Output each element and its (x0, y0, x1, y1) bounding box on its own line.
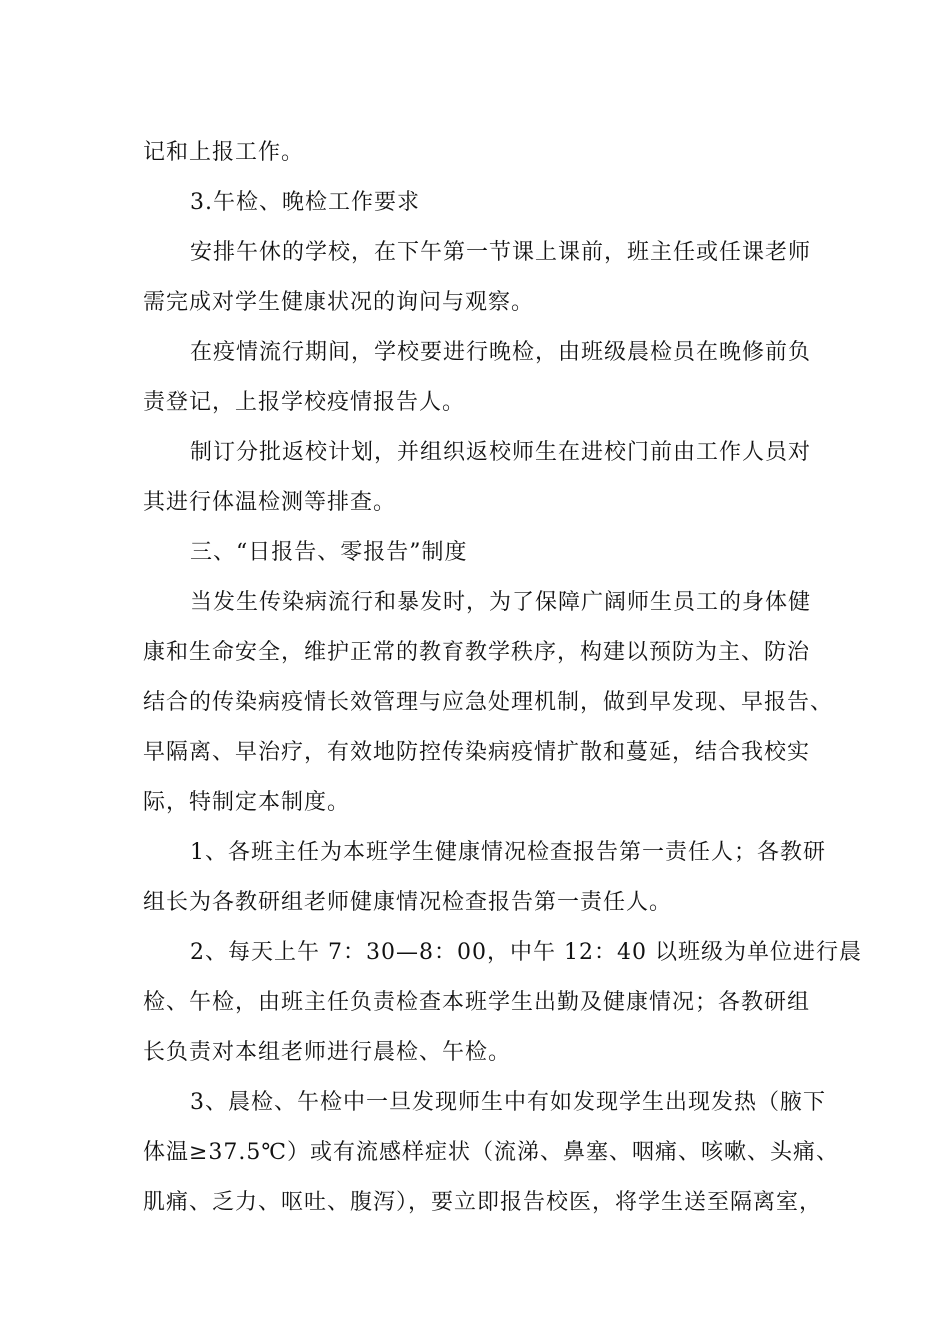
text-line-10: 当发生传染病流行和暴发时，为了保障广阔师生员工的身体健 (190, 590, 812, 615)
text-line-1: 记和上报工作。 (143, 140, 305, 165)
text-line-21: 体温≥37.5℃）或有流感样症状（流涕、鼻塞、咽痛、咳嗽、头痛、 (143, 1140, 840, 1165)
text-line-3: 安排午休的学校，在下午第一节课上课前，班主任或任课老师 (190, 240, 812, 265)
text-line-22: 肌痛、乏力、呕吐、腹泻），要立即报告校医，将学生送至隔离室， (143, 1190, 823, 1215)
section-heading-noon-evening-check: 3.午检、晚检工作要求 (190, 190, 420, 215)
text-line-19: 长负责对本组老师进行晨检、午检。 (143, 1040, 512, 1065)
text-line-15: 1、各班主任为本班学生健康情况检查报告第一责任人；各教研 (190, 840, 826, 865)
text-line-17: 2、每天上午 7：30—8：00，中午 12：40 以班级为单位进行晨 (190, 940, 862, 965)
text-line-16: 组长为各教研组老师健康情况检查报告第一责任人。 (143, 890, 673, 915)
text-line-8: 其进行体温检测等排查。 (143, 490, 397, 515)
text-line-18: 检、午检，由班主任负责检查本班学生出勤及健康情况；各教研组 (143, 990, 811, 1015)
text-line-5: 在疫情流行期间，学校要进行晚检，由班级晨检员在晚修前负 (190, 340, 812, 365)
text-line-4: 需完成对学生健康状况的询问与观察。 (143, 290, 535, 315)
text-line-14: 际，特制定本制度。 (143, 790, 351, 815)
text-line-13: 早隔离、早治疗，有效地防控传染病疫情扩散和蔓延，结合我校实 (143, 740, 811, 765)
text-line-7: 制订分批返校计划，并组织返校师生在进校门前由工作人员对 (190, 440, 812, 465)
text-line-11: 康和生命安全，维护正常的教育教学秩序，构建以预防为主、防治 (143, 640, 811, 665)
text-line-20: 3、晨检、午检中一旦发现师生中有如发现学生出现发热（腋下 (190, 1090, 826, 1115)
section-heading-daily-report: 三、“日报告、零报告”制度 (190, 540, 468, 565)
text-line-6: 责登记，上报学校疫情报告人。 (143, 390, 466, 415)
text-line-12: 结合的传染病疫情长效管理与应急处理机制，做到早发现、早报告、 (143, 690, 834, 715)
